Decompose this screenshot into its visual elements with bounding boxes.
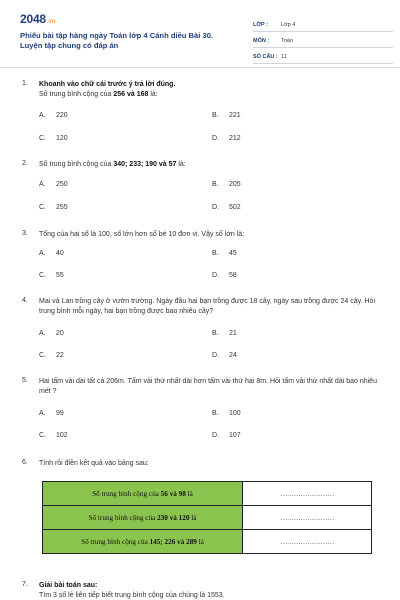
question-1: 1. Khoanh vào chữ cái trước ý trả lời đúng. Số trung bình cộng của 256 và 168 là: A. 220 B. 221 C. 120 D. 212 [22, 80, 382, 150]
question-text: Mai và Lan trồng cây ở vườn trường. Ngày đầu hai bạn trồng được 18 cây, ngày sau trồng được 24 cây. Hỏi trung bình mỗi ngày, hai bạn trồng được bao nhiêu cây? [39, 298, 375, 315]
question-7: 7. Giải bài toán sau: Tìm 3 số lẻ liên tiếp biết trung bình cộng của chúng là 1553. [22, 581, 382, 600]
table-prompt: Số trung bình cộng của 145; 226 và 289 là [43, 530, 243, 554]
answer-blank[interactable]: …………………… [243, 482, 372, 506]
question-instruction: Khoanh vào chữ cái trước ý trả lời đúng. [39, 81, 176, 88]
site-logo[interactable]: 2048.vn [20, 12, 55, 26]
question-subtext: Tìm 3 số lẻ liên tiếp biết trung bình cộng của chúng là 1553. [39, 592, 225, 599]
table-prompt: Số trung bình cộng của 230 và 120 là [43, 506, 243, 530]
answer-blank[interactable]: …………………… [243, 506, 372, 530]
option-c[interactable]: C. 22 [39, 352, 64, 359]
option-b[interactable]: B. 100 [212, 410, 241, 417]
option-c[interactable]: C. 102 [39, 432, 68, 439]
question-2: 2. Số trung bình cộng của 340; 233; 190 và 57 là: A. 250 B. 205 C. 255 D. 502 [22, 160, 382, 220]
option-b[interactable]: B. 45 [212, 250, 237, 257]
header-divider [0, 67, 400, 68]
table-row [43, 506, 372, 530]
option-a[interactable]: A. 99 [39, 410, 64, 417]
option-b[interactable]: B. 221 [212, 112, 241, 119]
table-row [43, 530, 372, 554]
question-text: Số trung bình cộng của 256 và 168 là: [39, 91, 158, 98]
option-a[interactable]: A. 220 [39, 112, 68, 119]
option-c[interactable]: C. 55 [39, 272, 64, 279]
answer-blank[interactable]: …………………… [243, 530, 372, 554]
sheet-title: Phiếu bài tập hàng ngày Toán lớp 4 Cánh diều Bài 30. Luyện tập chung có đáp án [20, 31, 214, 50]
question-text: Giải bài toán sau: [39, 582, 98, 589]
table-row [43, 482, 372, 506]
question-text: Tổng của hai số là 100, số lớn hơn số bé 10 đơn vị. Vậy số lớn là: [39, 231, 245, 238]
option-a[interactable]: A. 40 [39, 250, 64, 257]
meta-class: LỚP : Lớp 4 [253, 16, 393, 32]
question-6: 6. Tính rồi điền kết quả vào bảng sau: [22, 459, 382, 473]
question-5: 5. Hai tấm vải dài tất cả 206m. Tấm vải thứ nhất dài hơn tấm vải thứ hai 8m. Hỏi tấm vải thứ nhất dài bao nhiêu mét ? A. 99 B. 100 C. 102 D. 107 [22, 377, 382, 447]
meta-subject: MÔN : Toán [253, 32, 393, 48]
question-text: Số trung bình cộng của 340; 233; 190 và 57 là: [39, 161, 186, 168]
option-c[interactable]: C. 255 [39, 204, 68, 211]
sheet-meta [253, 16, 393, 64]
option-a[interactable]: A. 250 [39, 181, 68, 188]
option-c[interactable]: C. 120 [39, 135, 68, 142]
option-d[interactable]: D. 502 [212, 204, 241, 211]
fill-in-table [42, 481, 372, 554]
question-3: 3. Tổng của hai số là 100, số lớn hơn số bé 10 đơn vị. Vậy số lớn là: A. 40 B. 45 C. 55 D. 58 [22, 230, 382, 290]
option-a[interactable]: A. 20 [39, 330, 64, 337]
meta-count: SỐ CÂU : 11 [253, 48, 393, 64]
question-4: 4. Mai và Lan trồng cây ở vườn trường. Ngày đầu hai bạn trồng được 18 cây, ngày sau trồng được 24 cây. Hỏi trung bình mỗi ngày, hai bạn trồng được bao nhiêu cây? A. 20 B. 21 C. 22 D. 24 [22, 297, 382, 367]
table-prompt: Số trung bình cộng của 56 và 98 là [43, 482, 243, 506]
question-text: Hai tấm vải dài tất cả 206m. Tấm vải thứ nhất dài hơn tấm vải thứ hai 8m. Hỏi tấm vải thứ nhất dài bao nhiêu mét ? [39, 378, 377, 395]
option-d[interactable]: D. 24 [212, 352, 237, 359]
question-text: Tính rồi điền kết quả vào bảng sau: [39, 460, 149, 467]
option-b[interactable]: B. 205 [212, 181, 241, 188]
option-d[interactable]: D. 58 [212, 272, 237, 279]
option-b[interactable]: B. 21 [212, 330, 237, 337]
worksheet-header [20, 10, 380, 68]
option-d[interactable]: D. 212 [212, 135, 241, 142]
option-d[interactable]: D. 107 [212, 432, 241, 439]
